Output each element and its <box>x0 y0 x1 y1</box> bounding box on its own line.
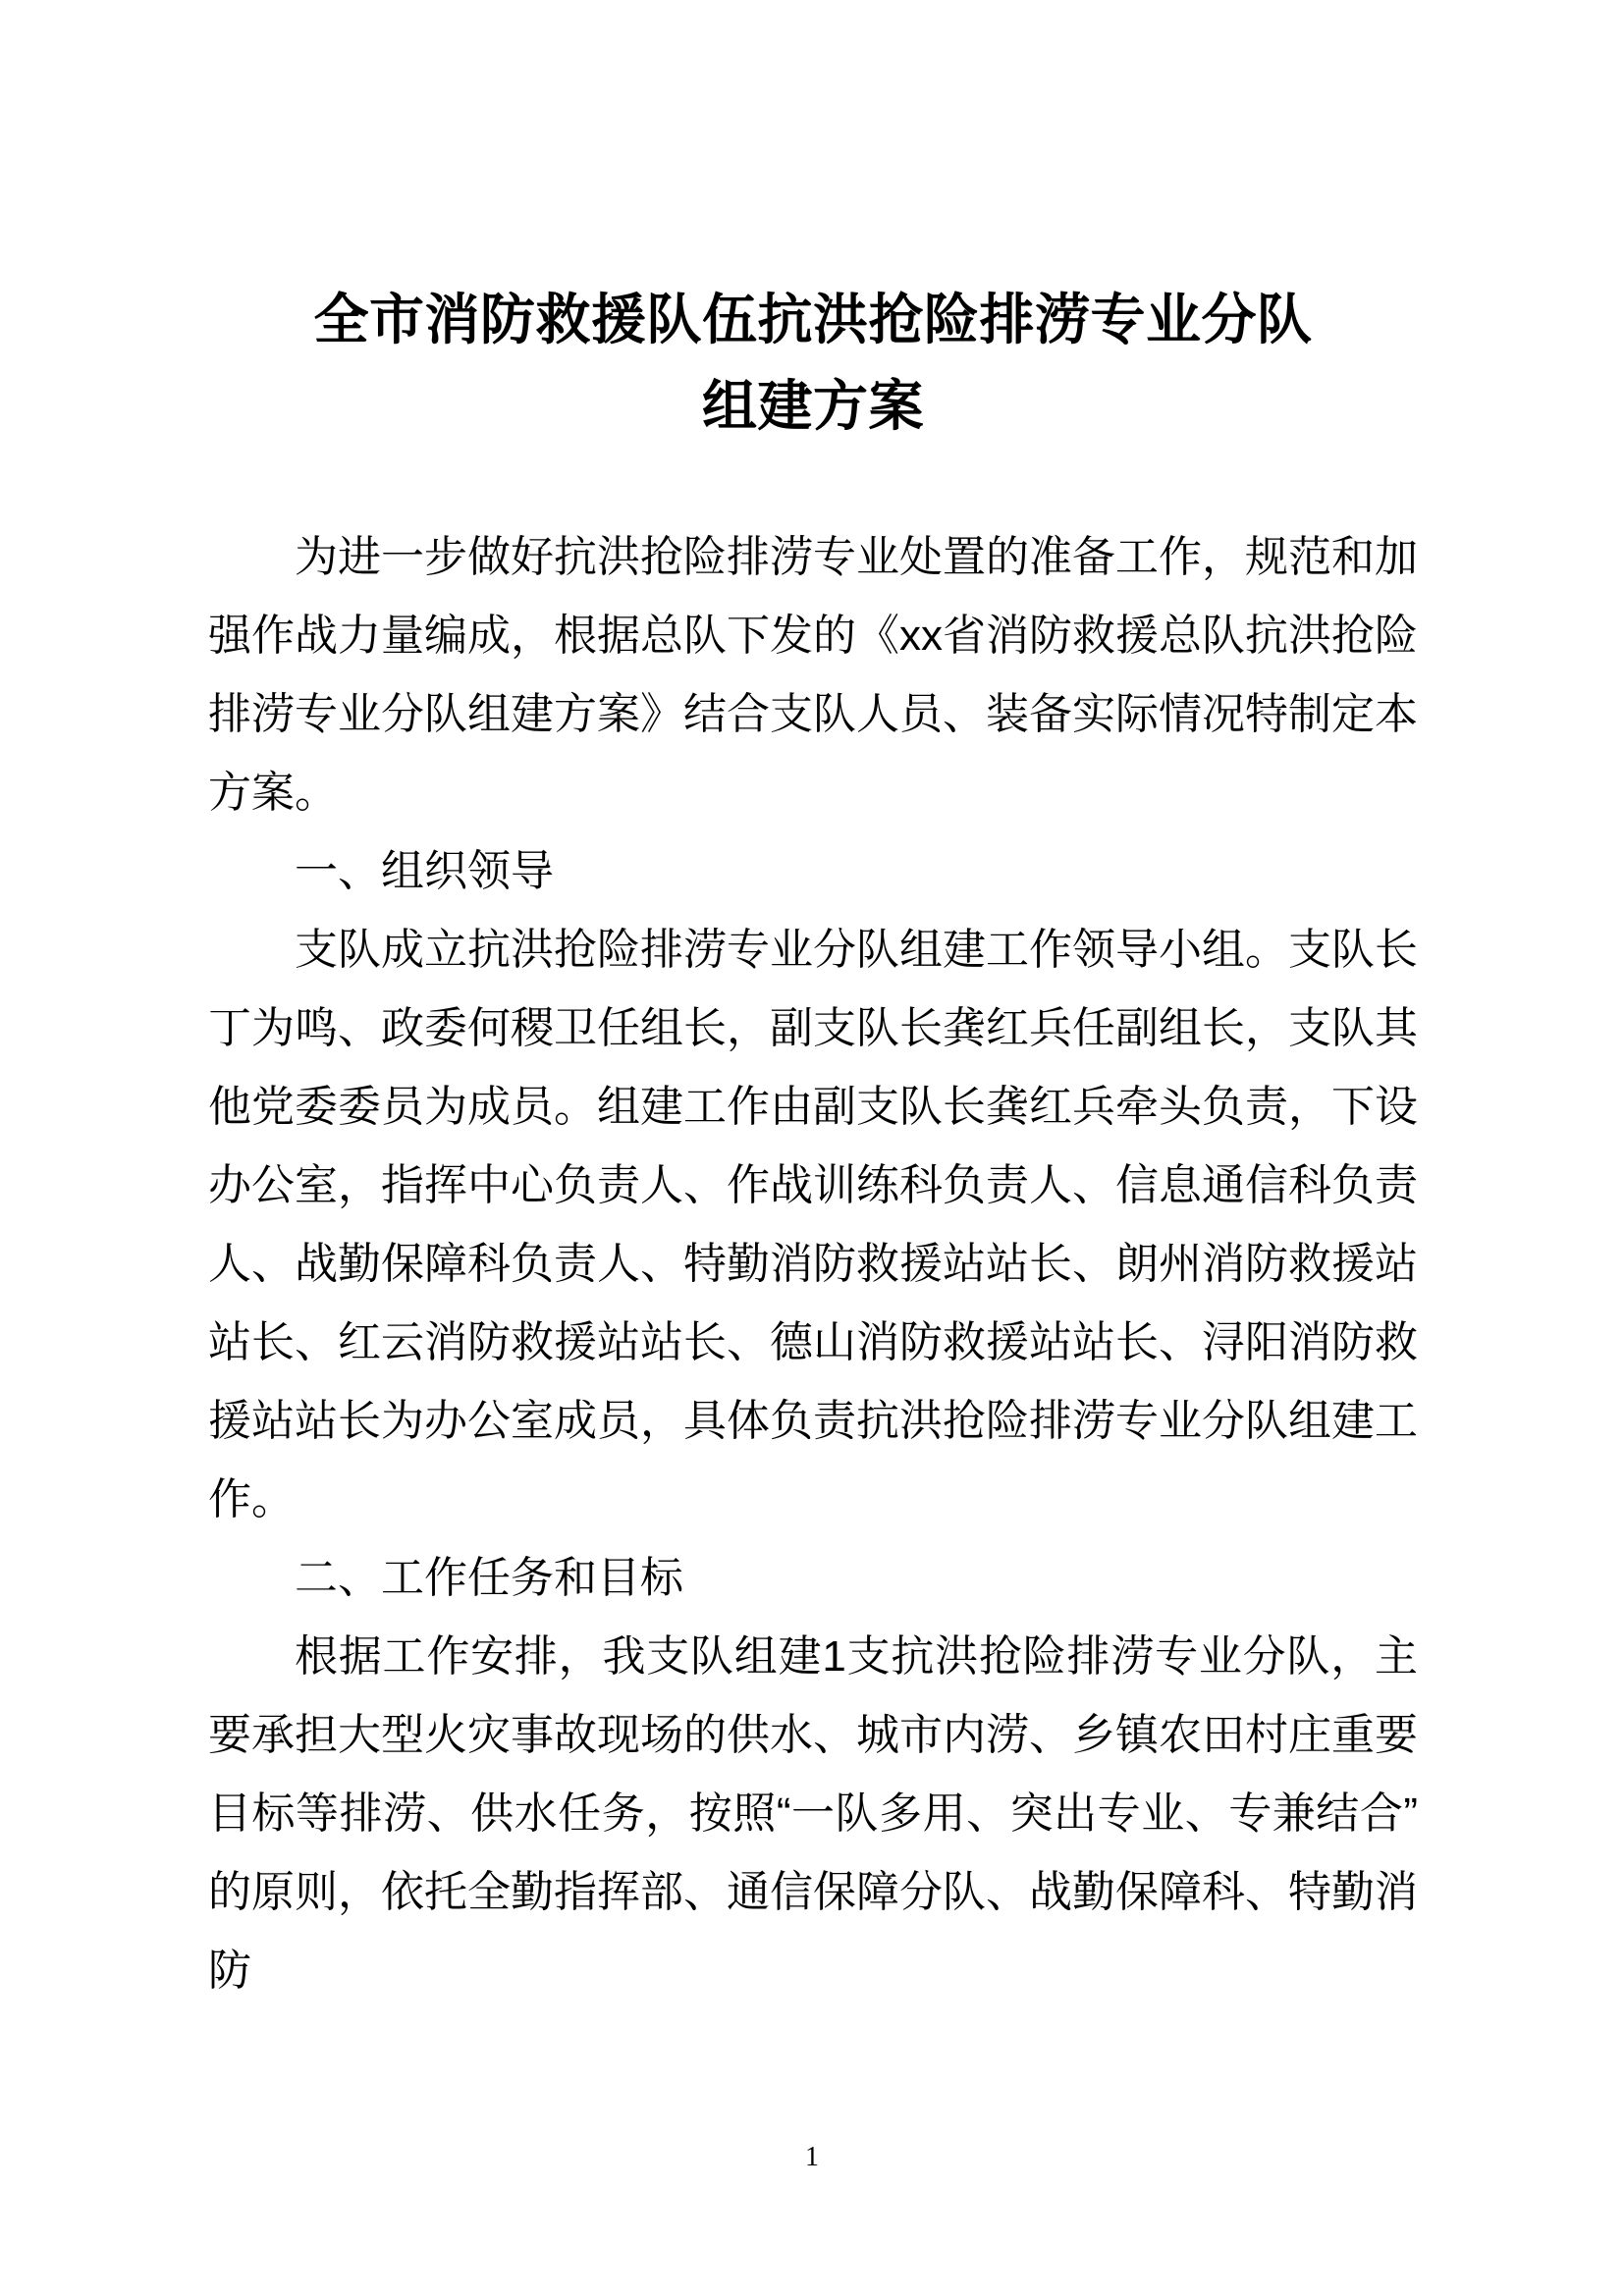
section-heading-two: 二、工作任务和目标 <box>295 1554 683 1602</box>
page-title-line-1: 全市消防救援队伍抗洪抢险排涝专业分队 <box>313 289 1313 350</box>
page-title-line-2: 组建方案 <box>702 375 924 437</box>
document-content <box>208 518 1418 2010</box>
paragraph-preamble: 为进一步做好抗洪抢险排涝专业处置的准备工作，规范和加强作战力量编成，根据总队下发的《xx省消防救援总队抗洪抢险排涝专业分队组建方案》结合支队人员、装备实际情况特制定本方案。 <box>208 533 1418 817</box>
paragraph-organization-leadership: 支队成立抗洪抢险排涝专业分队组建工作领导小组。支队长丁为鸣、政委何稷卫任组长，副支队长龚红兵任副组长，支队其他党委委员为成员。组建工作由副支队长龚红兵牵头负责，下设办公室，指挥中心负责人、作战训练科负责人、信息通信科负责人、战勤保障科负责人、特勤消防救援站站长、朗州消防救援站站长、红云消防救援站站长、德山消防救援站站长、浔阳消防救援站站长为办公室成员，具体负责抗洪抢险排涝专业分队组建工作。 <box>208 926 1418 1523</box>
page-number: 1 <box>805 2142 819 2172</box>
document-body <box>208 0 1418 2010</box>
section-heading-one: 一、组织领导 <box>295 847 554 895</box>
paragraph-tasks-and-objectives: 根据工作安排，我支队组建1支抗洪抢险排涝专业分队，主要承担大型火灾事故现场的供水、城市内涝、乡镇农田村庄重要目标等排涝、供水任务，按照“一队多用、突出专业、专兼结合”的原则，依托全勤指挥部、通信保障分队、战勤保障科、特勤消防 <box>208 1632 1418 1995</box>
page-title <box>208 0 1418 450</box>
